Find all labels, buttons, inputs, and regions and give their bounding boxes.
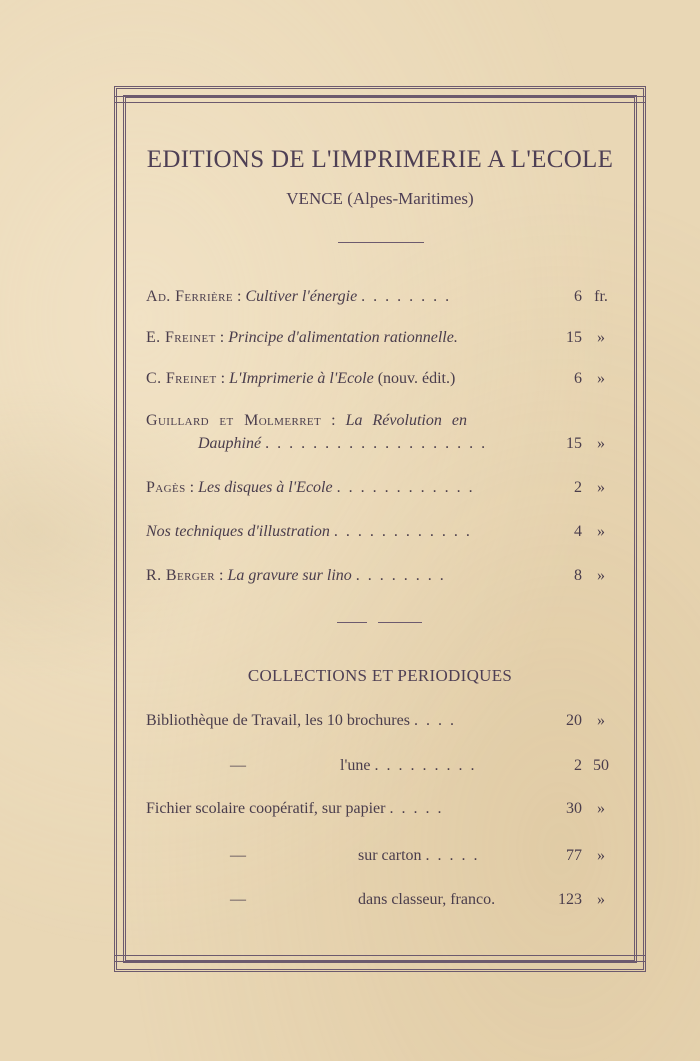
collection-label: Bibliothèque de Travail, les 10 brochures bbox=[146, 712, 410, 729]
book-entry-continued: Dauphiné . . . . . . . . . . . . . . . . . . . 15 » bbox=[146, 435, 616, 457]
price-unit: » bbox=[597, 847, 605, 864]
book-author: Guillard et Molmerret bbox=[146, 412, 322, 429]
book-title: La Révolution en bbox=[345, 412, 467, 429]
ditto-dash: — bbox=[230, 757, 246, 774]
collection-price: 77 bbox=[566, 847, 582, 864]
book-title: Les disques à l'Ecole bbox=[198, 479, 333, 496]
book-entry: C. Freinet : L'Imprimerie à l'Ecole (nouv. édit.) 6 » bbox=[146, 370, 616, 392]
book-author: C. Freinet bbox=[146, 370, 217, 387]
bottom-rule bbox=[114, 955, 646, 962]
book-title: Principe d'alimentation rationnelle. bbox=[228, 329, 458, 346]
book-entry: E. Freinet : Principe d'alimentation rationnelle. 15 » bbox=[146, 329, 616, 351]
price-unit: 50 bbox=[593, 757, 609, 774]
book-price: 6 bbox=[574, 288, 582, 305]
top-rule bbox=[114, 96, 646, 103]
collection-price: 30 bbox=[566, 800, 582, 817]
book-title: Nos techniques d'illustration bbox=[146, 523, 330, 540]
book-price: 4 bbox=[574, 523, 582, 540]
section-divider-left bbox=[337, 622, 367, 623]
price-unit: » bbox=[597, 370, 605, 387]
collections-heading: COLLECTIONS ET PERIODIQUES bbox=[247, 666, 513, 685]
price-unit: fr. bbox=[594, 288, 608, 305]
book-entry: Ad. Ferrière : Cultiver l'énergie . . . . . . . . 6 fr. bbox=[146, 288, 616, 310]
book-price: 15 bbox=[566, 435, 582, 452]
ditto-dash: — bbox=[230, 847, 246, 864]
ditto-dash: — bbox=[230, 891, 246, 908]
price-unit: » bbox=[597, 329, 605, 346]
publisher-location: VENCE (Alpes-Maritimes) bbox=[286, 189, 474, 208]
price-unit: » bbox=[597, 712, 605, 729]
book-price: 8 bbox=[574, 567, 582, 584]
price-unit: » bbox=[597, 567, 605, 584]
book-author: Ad. Ferrière bbox=[146, 288, 234, 305]
header-divider bbox=[338, 242, 424, 243]
book-entry: R. Berger : La gravure sur lino . . . . . . . . 8 » bbox=[146, 567, 616, 589]
price-unit: » bbox=[597, 891, 605, 908]
book-price: 2 bbox=[574, 479, 582, 496]
collection-label: l'une bbox=[340, 757, 371, 774]
book-entry: Pagès : Les disques à l'Ecole . . . . . . . . . . . . 2 » bbox=[146, 479, 616, 501]
collection-entry: Fichier scolaire coopératif, sur papier . . . . . 30 » bbox=[146, 800, 616, 822]
book-author: E. Freinet bbox=[146, 329, 216, 346]
publisher-title: EDITIONS DE L'IMPRIMERIE A L'ECOLE bbox=[146, 146, 614, 173]
collection-label: Fichier scolaire coopératif, sur papier bbox=[146, 800, 386, 817]
book-title-continued: Dauphiné bbox=[198, 435, 262, 452]
collection-entry: — l'une . . . . . . . . . 2 50 bbox=[146, 757, 616, 779]
collection-entry: — sur carton . . . . . 77 » bbox=[146, 847, 616, 869]
collection-price: 2 bbox=[574, 757, 582, 774]
book-edition: (nouv. édit.) bbox=[373, 370, 456, 387]
price-unit: » bbox=[597, 479, 605, 496]
book-title: La gravure sur lino bbox=[227, 567, 352, 584]
price-unit: » bbox=[597, 800, 605, 817]
collection-price: 20 bbox=[566, 712, 582, 729]
collection-label: dans classeur, franco. bbox=[358, 891, 496, 908]
book-price: 15 bbox=[566, 329, 582, 346]
book-author: R. Berger bbox=[146, 567, 215, 584]
book-title: L'Imprimerie à l'Ecole bbox=[229, 370, 374, 387]
book-title: Cultiver l'énergie bbox=[245, 288, 358, 305]
collection-entry bbox=[146, 891, 616, 913]
price-unit: » bbox=[597, 435, 605, 452]
book-price: 6 bbox=[574, 370, 582, 387]
book-author: Pagès bbox=[146, 479, 186, 496]
price-unit: » bbox=[597, 523, 605, 540]
collection-label: sur carton bbox=[358, 847, 422, 864]
collection-price: 123 bbox=[558, 891, 582, 908]
book-entry: Nos techniques d'illustration . . . . . . . . . . . . 4 » bbox=[146, 523, 616, 545]
collection-entry: Bibliothèque de Travail, les 10 brochures . . . . 20 » bbox=[146, 712, 616, 734]
book-entry: Guillard et Molmerret : La Révolution en bbox=[146, 412, 467, 429]
section-divider-right bbox=[378, 622, 422, 623]
